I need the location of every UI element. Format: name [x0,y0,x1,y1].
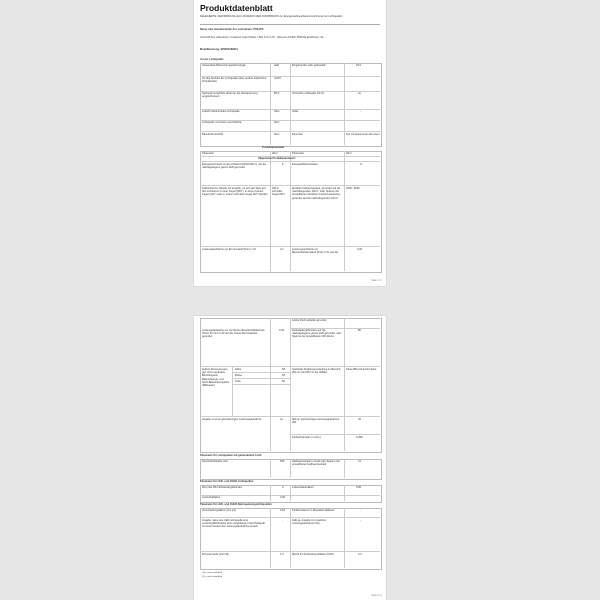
page-title: Produktdatenblatt [200,3,273,13]
param-value-2: 41 [358,460,361,463]
row-label-2: Hülle: [292,110,299,113]
param-value-2: Siehe Bild auf letzter Seite [346,368,377,371]
row-label: Blendschutzschild: [202,133,224,136]
col-header: Parameter [202,152,215,155]
param-label: Nutzlichtstrom (Φuse) mit Angabe, ob sich der Wert auf den Lichtstrom in einer Kugel (360°), in einem breiten Kegel (120°) oder in einem schmalen Kegel (90°) bezieht [202,187,268,197]
col-header: Wert [346,152,352,155]
dimension-value: 50 [282,380,285,383]
supplier-address: Anschrift des Lieferanten: Customer Care Philips, LB.E.S./C.C.P.I., Mannoro 10460, 5600VE Eindhoven, NL [200,36,324,39]
param-label-2: Spektrale Strahlungsverteilung im Bereich 250 nm bis 800 nm bei Volllast [292,368,341,375]
param-value: 520 [280,460,285,463]
row-label: Netzspannung/Nicht direkt an die Netzspannung angeschlossen: [202,92,258,99]
param-label-2: Farbkonsistenz in MacAdam-Ellipsen [292,509,335,512]
param-label-2: Halbwertswinkel in Grad oder Spanne der einstellbaren Halbwertswinkel [292,460,341,467]
param-value: - [282,519,283,522]
param-label-2: falls ja, gleichwertige Leistungsaufnahme (W) [292,418,340,425]
param-label: Leistungsaufnahme im vernetzten Bereitschaftsbetrieb (Pnet) für CLS in W auf die zweite Dezimalstelle gerundet [202,329,265,339]
model-id: Modellkennung: 929002189531 [200,48,238,51]
col-header: Wert [272,152,278,155]
param-label-2: Farbwertanteile (x und y) [292,436,321,439]
row-label: Art des Sockels der Lichtquelle (oder andere elektrische Schnittstelle) [202,77,267,84]
row-value-2: DLS [356,64,362,67]
footnote: (1) = nicht zutreffend [202,572,223,574]
page-number: Seite 2 / 2 [371,594,382,597]
param-label: äußere Abmessungen, ggf. ohne separates Betriebsgerät, Beleuchtungs- und Nicht-Beleuchtungsteile (Millimeter) [202,368,230,388]
param-value-2: 0,458 [356,436,363,439]
param-label: Leistungsaufnahme im Ein-Zustand (Pon) in W [202,248,256,251]
divider [200,24,380,25]
row-label: Verwendete Beleuchtungstechnologie: [202,64,247,67]
param-value-2: - [360,509,361,512]
row-value-2: - [360,110,361,113]
param-label: Spitzenlichtstärke (cd) [202,460,228,463]
param-label-2: Lebensdauerfaktor [292,486,314,489]
row-value: GU10 [274,77,281,80]
param-label: Flimmermetrik (Pst LM) [202,553,229,556]
continued-text: zweite Dezimalstelle gerundet [292,319,327,322]
param-label: Angabe, dass eine LED-Lichtquelle eine Leuchtstofflichtquelle ohne eingebauten Vorschaltgerät mit einer bestimmten Leistungsaufnahme ersetzt [202,519,265,529]
row-value-2: Ja [358,92,361,95]
footnote: (2) = nicht zutreffend [202,576,223,578]
param-value-2: 0,30 [357,248,363,251]
param-value-2: G [360,163,363,166]
param-label-2: Farbwiedergabeindex auf die nächstgelegene ganze Zahl gerundet, oder Spanne der einstellbaren CRI-Werte [292,329,342,339]
section-heading: Parameter für LED- und OLED-Netzspannungslichtquellen: [200,503,273,506]
param-value: 1,0 [280,553,284,556]
datasheet-page-2 [194,316,386,600]
param-value-2: - [360,519,361,522]
row-label-2: Dimmbar: [292,133,304,136]
param-value: 4,2 [280,248,284,251]
param-label: Energieverbrauch im Ein-Zustand (kWh/1000 h), auf die nächstgelegene ganze Zahl gerundet [202,163,267,170]
row-value: LED [274,64,280,67]
dimension-label: Tiefe [235,380,241,383]
param-value-2: 0,4 [358,553,362,556]
light-type-heading: Art der Lichtquelle: [200,58,224,61]
page-number: Seite 1 / 2 [371,279,382,282]
param-value: 0 [282,486,284,489]
param-value: 0,54 [280,509,286,512]
section-heading: Parameter für Lichtquellen mit gebündeltem Licht: [200,454,263,457]
datasheet-page-1 [194,0,386,286]
supplier-heading: Name oder Handelsmarke des Lieferanten: PHILIPS [200,28,264,31]
param-label-2: ähnliche Farbtemperatur, gerundet auf die nächstliegenden 100 K, oder Spanne der einstellbaren ähnlichen Farbtemperaturen, gerundet auf die nächstliegenden 100 K [292,187,341,200]
param-value: 250 in schmaler Kegel (90°) [272,187,286,197]
row-value: Nein [274,133,280,136]
param-label-2: Energieeffizienzklasse [292,163,318,166]
row-label: Lichtquelle mit hoher Leuchtdichte: [202,121,243,124]
param-label-2: Falls ja, Angabe zur ersetzten Leistungsaufnahme (W) [292,519,327,526]
param-label: Lichterhaltfaktor [202,496,221,499]
dimension-label: Breite [235,374,242,377]
row-label-2: Eingebunden oder gebündelt: [292,64,327,67]
param-value: 5 [282,163,284,166]
row-label-2: Vernetzte Lichtquelle (CLS): [292,92,325,95]
param-value-2: 35 [358,418,361,421]
dimension-value: 58 [282,368,285,371]
section-heading: Parameter für LED- und OLED-Lichtquellen: [200,480,255,483]
row-value: Nein [274,110,280,113]
param-value: 0,30 [279,329,285,332]
row-label: Leitlicht abstimmbare Lichtquelle: [202,110,241,113]
dimension-value: 50 [282,374,285,377]
dimension-label: Höhe [235,368,242,371]
param-label-2: Leistungsaufnahme im Bereitschaftszustand (Psb) in W, auf die [292,248,338,255]
regulation-text: DELEGIERTE VERORDNUNG (EU) 2019/2015 DER KOMMISSION zur Energieverbrauchskennzeichnung von Lichtquellen [200,15,343,18]
general-params-heading: Allgemeine Produktparameter: [258,157,296,160]
param-value-2: 2200...6500 [346,187,360,190]
param-value-2: 80 [358,329,361,332]
row-value-2: Nur mit bestimmten Dimmern [346,133,380,136]
row-value: Nein [274,121,280,124]
param-label: Angabe zu einer gleichwertigen Leistungsaufnahme [202,418,262,421]
param-label-2: Metrik für Stroboskop-Effekte (SVM) [292,553,334,556]
col-header: Parameter [292,152,305,155]
row-value: MLS [274,92,280,95]
param-label: Wert des R9-Farbwiedergabeindex [202,486,243,489]
param-label: Verschiebungsfaktor (cos φ1) [202,509,236,512]
param-value: Ja [280,418,283,421]
param-value: 0,90 [280,496,286,499]
product-params-heading: Produktparameter [262,146,285,149]
param-value-2: 0,90 [356,486,362,489]
